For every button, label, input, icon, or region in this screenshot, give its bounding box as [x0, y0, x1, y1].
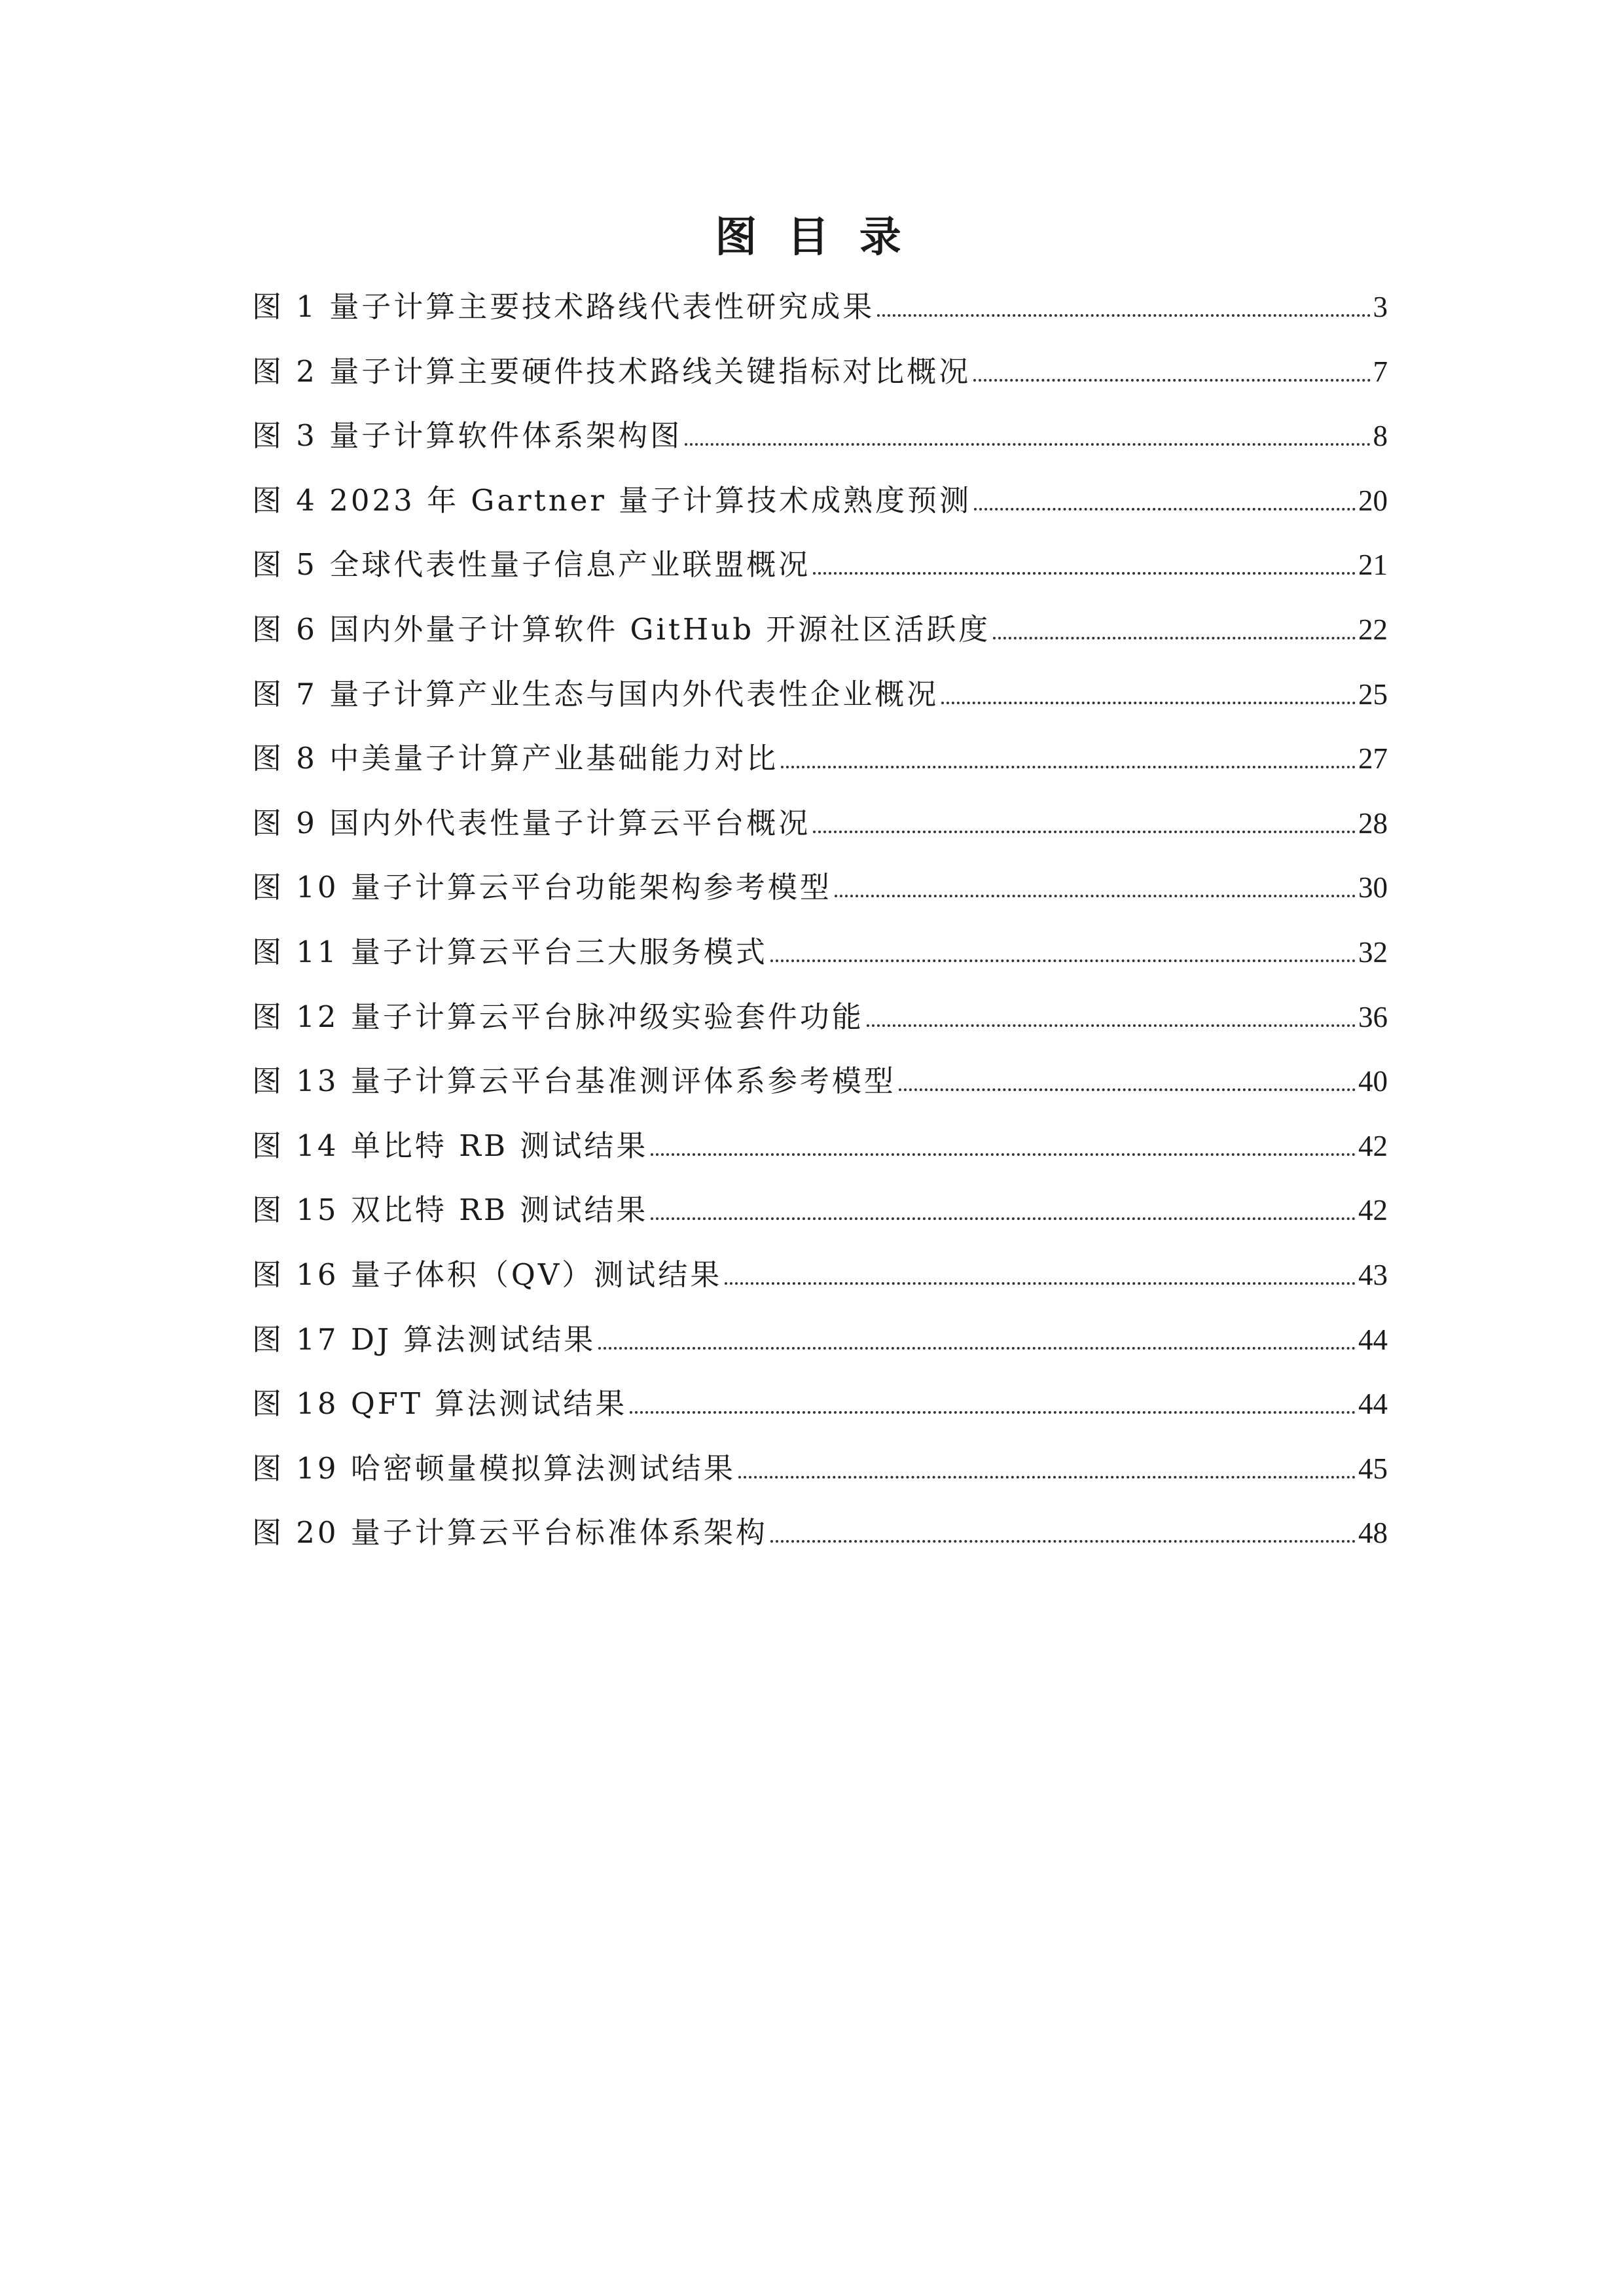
- toc-entry-page: 44: [1358, 1388, 1388, 1421]
- dot-leader: [813, 831, 1356, 833]
- toc-entry-label: 图 5 全球代表性量子信息产业联盟概况: [252, 547, 811, 583]
- dot-leader: [738, 1476, 1356, 1479]
- toc-entry-page: 20: [1358, 484, 1388, 517]
- dot-leader: [651, 1153, 1356, 1156]
- toc-entry-page: 43: [1358, 1258, 1388, 1291]
- toc-entry[interactable]: [252, 1049, 1388, 1114]
- toc-entry-page: 21: [1358, 548, 1388, 582]
- toc-entry-label: 图 7 量子计算产业生态与国内外代表性企业概况: [252, 676, 939, 711]
- toc-entry-page: 48: [1358, 1516, 1388, 1550]
- toc-entry-page: 44: [1358, 1323, 1388, 1356]
- toc-entry[interactable]: [252, 533, 1388, 598]
- toc-entry[interactable]: [252, 1114, 1388, 1179]
- dot-leader: [813, 572, 1356, 575]
- toc-entry-label: 图 8 中美量子计算产业基础能力对比: [252, 741, 779, 776]
- toc-entry-page: 3: [1373, 291, 1388, 323]
- toc-entry[interactable]: [252, 340, 1388, 404]
- dot-leader: [770, 1540, 1356, 1543]
- toc-entry[interactable]: [252, 662, 1388, 727]
- dot-leader: [725, 1282, 1356, 1285]
- toc-entry-page: 28: [1358, 806, 1388, 840]
- toc-entry-page: 25: [1358, 677, 1388, 711]
- toc-entry[interactable]: [252, 1178, 1388, 1243]
- toc-entry-label: 图 16 量子体积（QV）测试结果: [252, 1257, 723, 1292]
- toc-entry-page: 27: [1358, 742, 1388, 776]
- toc-entry-label: 图 12 量子计算云平台脉冲级实验套件功能: [252, 999, 864, 1034]
- toc-entry[interactable]: [252, 791, 1388, 856]
- dot-leader: [770, 960, 1356, 962]
- toc-entry[interactable]: [252, 598, 1388, 662]
- toc-entry[interactable]: [252, 275, 1388, 340]
- toc-entry-page: 30: [1358, 871, 1388, 905]
- dot-leader: [973, 379, 1370, 382]
- toc-entry[interactable]: [252, 726, 1388, 791]
- toc-entry[interactable]: [252, 1437, 1388, 1501]
- toc-entry-label: 图 6 国内外量子计算软件 GitHub 开源社区活跃度: [252, 611, 991, 647]
- toc-entry[interactable]: [252, 1501, 1388, 1566]
- toc-entry-page: 40: [1358, 1065, 1388, 1098]
- toc-entry-label: 图 11 量子计算云平台三大服务模式: [252, 934, 768, 969]
- toc-entry[interactable]: [252, 1372, 1388, 1437]
- toc-entry-page: 42: [1358, 1194, 1388, 1227]
- toc-entry[interactable]: [252, 855, 1388, 920]
- toc-entry[interactable]: [252, 985, 1388, 1050]
- dot-leader: [877, 314, 1370, 317]
- toc-entry-label: 图 15 双比特 RB 测试结果: [252, 1193, 649, 1228]
- toc-entry-label: 图 20 量子计算云平台标准体系架构: [252, 1515, 768, 1551]
- figure-toc-list: [252, 275, 1388, 1566]
- toc-entry[interactable]: [252, 404, 1388, 469]
- dot-leader: [781, 766, 1356, 768]
- toc-entry-page: 32: [1358, 935, 1388, 969]
- toc-entry-page: 8: [1373, 420, 1388, 453]
- toc-entry-label: 图 13 量子计算云平台基准测评体系参考模型: [252, 1064, 896, 1099]
- dot-leader: [598, 1347, 1356, 1350]
- dot-leader: [835, 895, 1356, 897]
- toc-entry[interactable]: [252, 1308, 1388, 1372]
- dot-leader: [685, 443, 1370, 446]
- dot-leader: [941, 702, 1356, 704]
- toc-entry-label: 图 3 量子计算软件体系架构图: [252, 418, 683, 454]
- toc-entry-label: 图 4 2023 年 Gartner 量子计算技术成熟度预测: [252, 482, 972, 518]
- toc-entry[interactable]: [252, 1243, 1388, 1308]
- dot-leader: [651, 1217, 1356, 1220]
- dot-leader: [899, 1088, 1356, 1091]
- dot-leader: [974, 508, 1356, 511]
- toc-entry-label: 图 17 DJ 算法测试结果: [252, 1321, 596, 1357]
- toc-entry-label: 图 1 量子计算主要技术路线代表性研究成果: [252, 289, 875, 324]
- page-title: 图 目 录: [715, 213, 909, 262]
- toc-entry-label: 图 19 哈密顿量模拟算法测试结果: [252, 1450, 736, 1486]
- toc-entry-page: 36: [1358, 1000, 1388, 1033]
- dot-leader: [993, 637, 1356, 639]
- toc-entry-label: 图 2 量子计算主要硬件技术路线关键指标对比概况: [252, 353, 971, 389]
- toc-entry-label: 图 10 量子计算云平台功能架构参考模型: [252, 870, 832, 905]
- toc-entry[interactable]: [252, 920, 1388, 985]
- dot-leader: [867, 1024, 1356, 1027]
- toc-entry-label: 图 14 单比特 RB 测试结果: [252, 1128, 649, 1163]
- toc-entry-label: 图 18 QFT 算法测试结果: [252, 1386, 628, 1422]
- toc-entry-page: 42: [1358, 1129, 1388, 1162]
- toc-entry-page: 7: [1373, 355, 1388, 388]
- dot-leader: [630, 1411, 1356, 1414]
- toc-entry[interactable]: [252, 469, 1388, 533]
- toc-entry-page: 22: [1358, 613, 1388, 646]
- toc-entry-page: 45: [1358, 1452, 1388, 1485]
- toc-entry-label: 图 9 国内外代表性量子计算云平台概况: [252, 805, 811, 840]
